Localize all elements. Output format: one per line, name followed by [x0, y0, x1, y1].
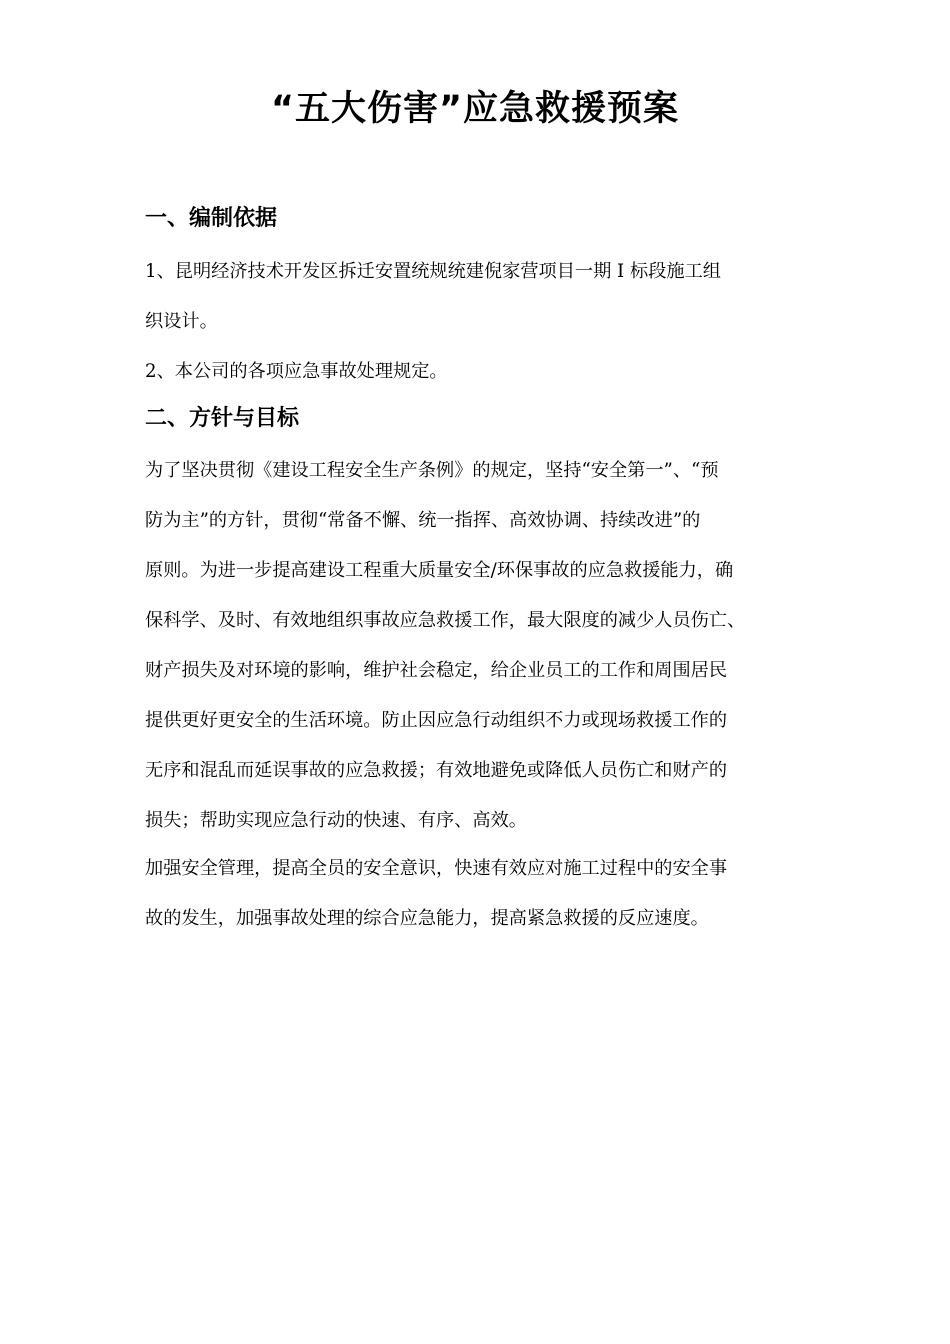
paragraph-line: 原则。为进一步提高建设工程重大质量安全/环保事故的应急救援能力，确: [145, 560, 734, 581]
paragraph-line: 2、本公司的各项应急事故处理规定。: [145, 361, 448, 382]
paragraph-line: 织设计。: [145, 311, 218, 332]
paragraph-line: 1、昆明经济技术开发区拆迁安置统规统建倪家营项目一期 Ⅰ 标段施工组: [145, 261, 721, 282]
paragraph-basis-1: [145, 247, 807, 347]
paragraph-line: 财产损失及对环境的影响，维护社会稳定，给企业员工的工作和周围居民: [145, 660, 728, 681]
document-title: “五大伤害”应急救援预案: [270, 89, 679, 129]
section-heading-policy: 二、方针与目标: [145, 406, 300, 431]
paragraph-line: 提供更好更安全的生活环境。防止因应急行动组织不力或现场救援工作的: [145, 710, 728, 731]
paragraph-line: 防为主”的方针，贯彻“常备不懈、统一指挥、高效协调、持续改进”的: [145, 510, 701, 531]
paragraph-line: 故的发生，加强事故处理的综合应急能力，提高紧急救援的反应速度。: [145, 908, 709, 929]
section-heading-basis: 一、编制依据: [145, 206, 278, 231]
paragraph-policy-2: [145, 844, 807, 944]
paragraph-line: 损失；帮助实现应急行动的快速、有序、高效。: [145, 810, 527, 831]
paragraph-line: 为了坚决贯彻《建设工程安全生产条例》的规定，坚持“安全第一”、“预: [145, 460, 719, 481]
paragraph-line: 加强安全管理，提高全员的安全意识，快速有效应对施工过程中的安全事: [145, 858, 728, 879]
paragraph-basis-2: [145, 347, 807, 397]
paragraph-line: 无序和混乱而延误事故的应急救援；有效地避免或降低人员伤亡和财产的: [145, 760, 728, 781]
paragraph-line: 保科学、及时、有效地组织事故应急救援工作，最大限度的减少人员伤亡、: [145, 610, 746, 631]
paragraph-policy-1: [145, 446, 807, 846]
